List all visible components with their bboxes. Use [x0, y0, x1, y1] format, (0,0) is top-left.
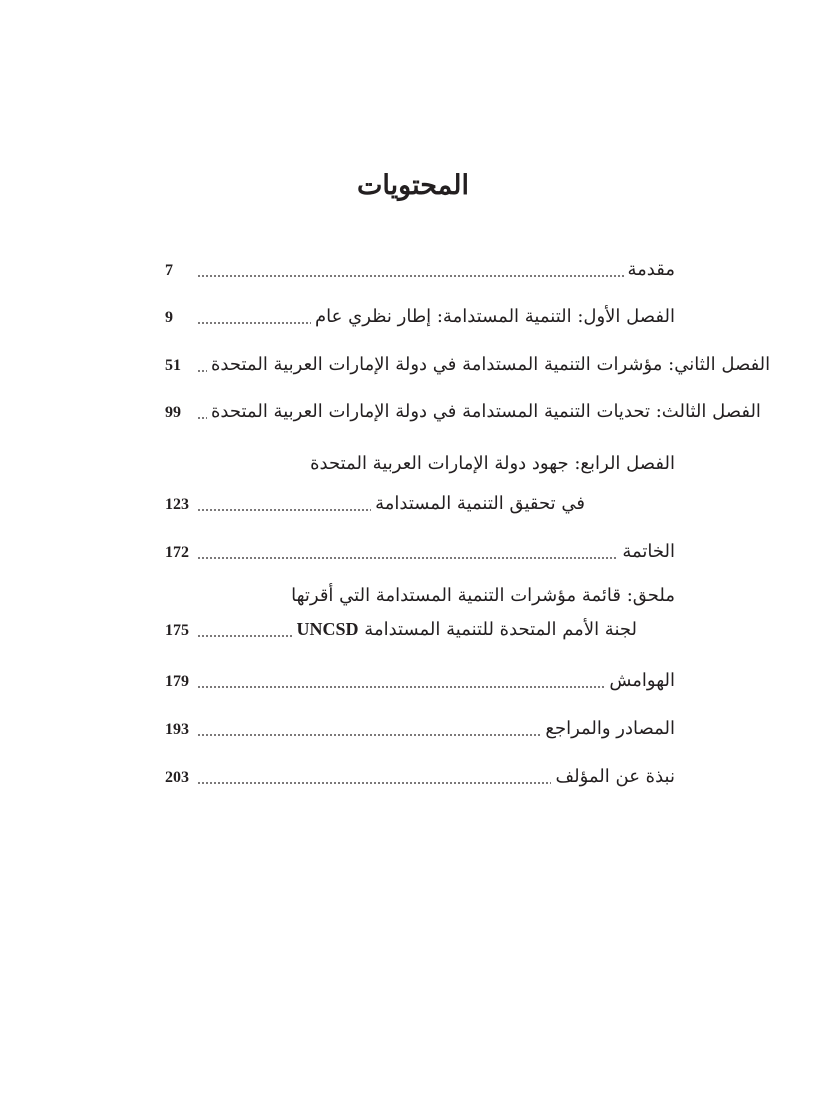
toc-entry-introduction[interactable] — [165, 252, 675, 282]
page-title: المحتويات — [356, 170, 470, 201]
toc-page-number: 51 — [165, 357, 181, 374]
dot-leader — [197, 618, 293, 638]
dot-leader — [197, 400, 207, 420]
dot-leader — [197, 540, 618, 560]
toc-entry-label: الفصل الثاني: مؤشرات التنمية المستدامة في دولة الإمارات العربية المتحدة — [211, 354, 771, 375]
dot-leader — [197, 669, 605, 689]
dot-leader — [197, 492, 371, 512]
toc-page-number: 172 — [165, 544, 189, 561]
toc-page-number: 203 — [165, 769, 189, 786]
dot-leader — [197, 765, 551, 785]
toc-entry-about-author[interactable] — [165, 759, 675, 789]
toc-entry-chapter-2[interactable] — [165, 347, 771, 377]
toc-page-number: 99 — [165, 404, 181, 421]
toc-page-number: 123 — [165, 496, 189, 513]
toc-entry-label: مقدمة — [627, 259, 675, 280]
toc-entry-chapter-1[interactable] — [165, 299, 675, 329]
toc-page-number: 175 — [165, 622, 189, 639]
toc-entry-label: الهوامش — [609, 670, 675, 691]
toc-entry-acronym: UNCSD — [296, 619, 359, 639]
toc-entry-conclusion[interactable] — [165, 534, 675, 564]
toc-entry-label-line-2 — [297, 617, 637, 642]
toc-entry-notes[interactable] — [165, 663, 675, 693]
dot-leader — [197, 258, 624, 278]
toc-entry-label-line-2: في تحقيق التنمية المستدامة — [375, 493, 585, 514]
toc-entry-label: المصادر والمراجع — [545, 718, 675, 739]
toc-entry-label: الفصل الأول: التنمية المستدامة: إطار نظري عام — [315, 306, 675, 327]
toc-entry-label: الفصل الثالث: تحديات التنمية المستدامة في دولة الإمارات العربية المتحدة — [211, 401, 761, 422]
toc-page-number: 9 — [165, 309, 173, 326]
toc-entry-label: الخاتمة — [622, 541, 675, 562]
toc-entry-label-line-1: ملحق: قائمة مؤشرات التنمية المستدامة التي أقرتها — [291, 585, 675, 606]
dot-leader — [197, 305, 311, 325]
toc-page-number: 193 — [165, 721, 189, 738]
toc-entry-appendix[interactable] — [165, 584, 675, 644]
toc-page-number: 179 — [165, 673, 189, 690]
toc-entry-chapter-4[interactable] — [165, 452, 675, 518]
toc-page-number: 7 — [165, 262, 173, 279]
toc-entry-label-line-1: الفصل الرابع: جهود دولة الإمارات العربية المتحدة — [310, 453, 675, 474]
toc-entry-label-text: لجنة الأمم المتحدة للتنمية المستدامة — [364, 619, 637, 640]
dot-leader — [197, 353, 207, 373]
dot-leader — [197, 717, 541, 737]
toc-entry-chapter-3[interactable] — [165, 394, 761, 424]
toc-entry-references[interactable] — [165, 711, 675, 741]
toc-entry-label: نبذة عن المؤلف — [555, 766, 675, 787]
